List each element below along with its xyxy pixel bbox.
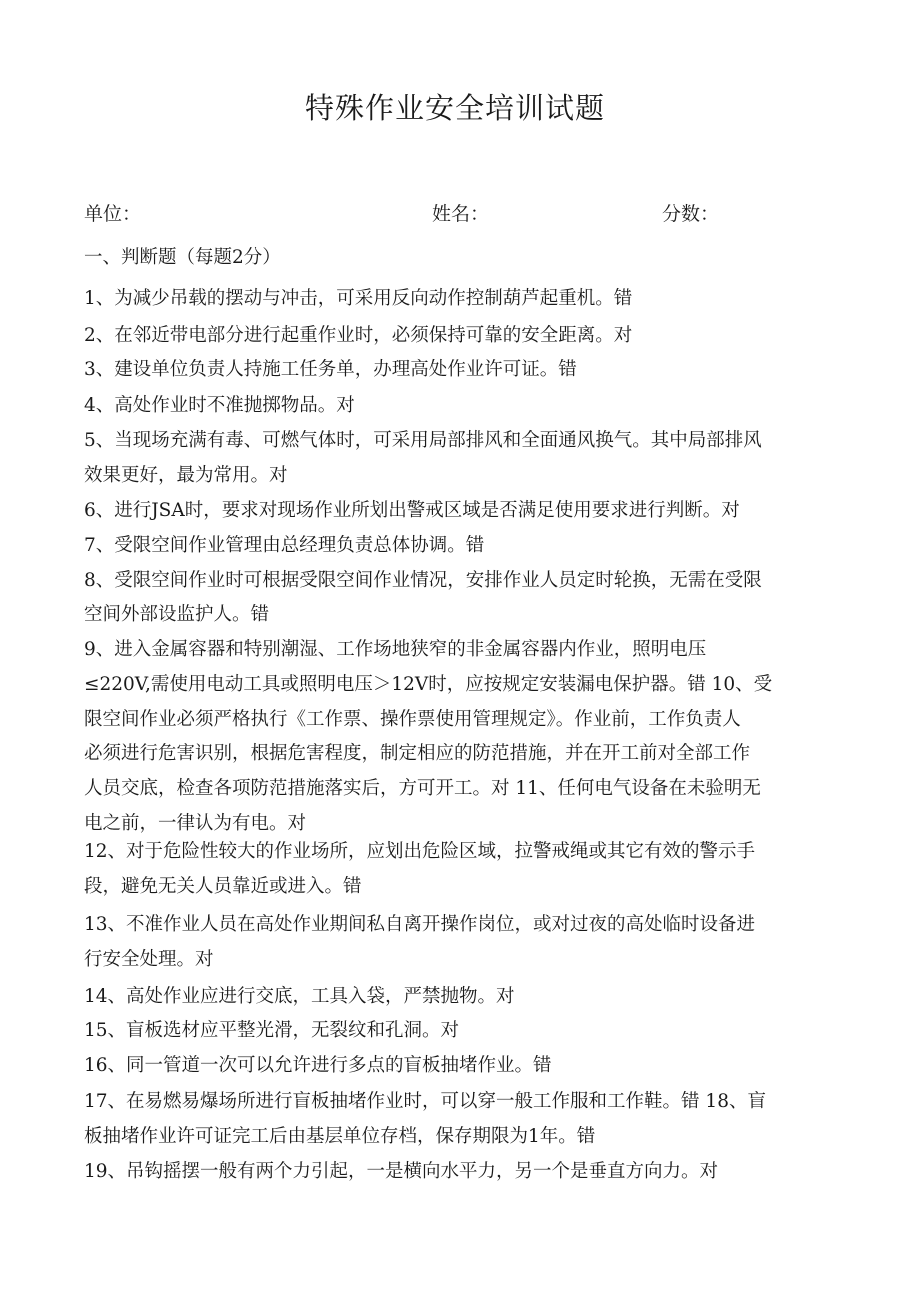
question-line: 8、受限空间作业时可根据受限空间作业情况，安排作业人员定时轮换，无需在受限 <box>84 570 762 591</box>
question-line: 2、在邻近带电部分进行起重作业时，必须保持可靠的安全距离。对 <box>84 325 633 346</box>
question-line: 6、进行JSA时，要求对现场作业所划出警戒区域是否满足使用要求进行判断。对 <box>84 500 740 521</box>
question-line: 12、对于危险性较大的作业场所，应划出危险区域，拉警戒绳或其它有效的警示手 <box>84 841 756 862</box>
question-line: 必须进行危害识别，根据危害程度，制定相应的防范措施，并在开工前对全部工作 <box>84 743 751 764</box>
question-line: 人员交底，检查各项防范措施落实后，方可开工。对 11、任何电气设备在未验明无 <box>84 778 761 799</box>
question-line: 4、高处作业时不准抛掷物品。对 <box>84 395 355 416</box>
question-line: ≤220V,需使用电动工具或照明电压＞12V时，应按规定安装漏电保护器。错 10、受 <box>84 674 773 695</box>
question-line: 板抽堵作业许可证完工后由基层单位存档，保存期限为1年。错 <box>84 1126 596 1147</box>
question-line: 段，避免无关人员靠近或进入。错 <box>84 876 362 897</box>
question-line: 限空间作业必须严格执行《工作票、操作票使用管理规定》。作业前，工作负责人 <box>84 709 741 730</box>
question-line: 15、盲板选材应平整光滑，无裂纹和孔洞。对 <box>84 1020 460 1041</box>
question-line: 空间外部设监护人。错 <box>84 604 270 625</box>
score-field-label: 分数： <box>662 203 720 225</box>
question-line: 13、不准作业人员在高处作业期间私自离开操作岗位，或对过夜的高处临时设备进 <box>84 914 756 935</box>
question-line: 19、吊钩摇摆一般有两个力引起，一是横向水平力，另一个是垂直方向力。对 <box>84 1161 719 1182</box>
question-line: 3、建设单位负责人持施工任务单，办理高处作业许可证。错 <box>84 359 577 380</box>
question-line: 行安全处理。对 <box>84 949 214 970</box>
unit-field-label: 单位： <box>84 203 142 225</box>
question-line: 电之前，一律认为有电。对 <box>84 813 307 834</box>
document-title: 特殊作业安全培训试题 <box>304 91 605 125</box>
question-line: 7、受限空间作业管理由总经理负责总体协调。错 <box>84 535 485 556</box>
question-line: 5、当现场充满有毒、可燃气体时，可采用局部排风和全面通风换气。其中局部排风 <box>84 430 762 451</box>
name-field-label: 姓名： <box>432 203 490 225</box>
section-heading: 一、判断题（每题2分） <box>84 247 281 268</box>
question-line: 1、为减少吊载的摆动与冲击，可采用反向动作控制葫芦起重机。错 <box>84 288 633 309</box>
question-line: 17、在易燃易爆场所进行盲板抽堵作业时，可以穿一般工作服和工作鞋。错 18、盲 <box>84 1091 766 1112</box>
question-line: 14、高处作业应进行交底，工具入袋，严禁抛物。对 <box>84 986 515 1007</box>
question-line: 16、同一管道一次可以允许进行多点的盲板抽堵作业。错 <box>84 1055 552 1076</box>
question-line: 效果更好，最为常用。对 <box>84 465 288 486</box>
question-line: 9、进入金属容器和特别潮湿、工作场地狭窄的非金属容器内作业，照明电压 <box>84 639 707 660</box>
